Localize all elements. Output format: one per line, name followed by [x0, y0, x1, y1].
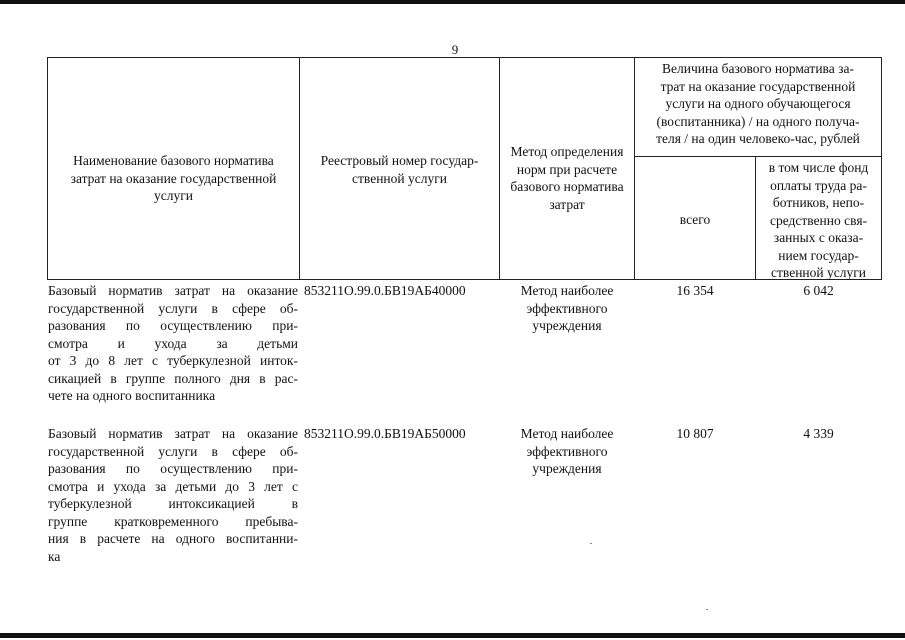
row-name-line: Базовый норматив затрат на оказание — [48, 283, 298, 298]
header-wage-fund: в том числе фонд оплаты труда ра- ботников, непо- средственно свя- занных с оказа- нием государ- ственной услуги — [768, 160, 869, 280]
row-total-value: 10 807 — [676, 426, 714, 441]
header-base-norm-value: Величина базового норматива за- трат на оказание государственной услуги на одного обучающегося (воспитанника) / на одного получа- теля / на один человеко-час, рублей — [656, 61, 860, 146]
row-name-line: сикацией в группе полного дня в рас- — [48, 370, 298, 386]
row-name-line: ка — [48, 548, 61, 564]
table-row — [48, 282, 298, 405]
header-registry-number: Реестровый номер государ- ственной услуги — [320, 153, 479, 186]
scan-speck — [590, 543, 592, 544]
header-method: Метод определения норм при расчете базового норматива затрат — [510, 144, 624, 212]
table-right-border — [881, 57, 882, 280]
scan-speck — [706, 609, 708, 610]
row-method: Метод наиболее эффективного учреждения — [520, 283, 614, 333]
row-name-line: чете на одного воспитанника — [48, 388, 216, 403]
header-subdivider — [634, 156, 882, 157]
table-row — [48, 425, 298, 565]
row-name-line: разования по осуществлению при- — [48, 461, 298, 476]
header-total: всего — [679, 212, 711, 227]
row-registry-number: 853211О.99.0.БВ19АБ50000 — [304, 426, 466, 441]
row-name-line: государственной услуги в сфере об- — [48, 300, 298, 316]
row-name-line: от 3 до 8 лет с туберкулезной инток- — [48, 353, 298, 368]
row-name-line: ния в расчете на одного воспитанни- — [48, 531, 298, 546]
table-top-border — [47, 57, 882, 58]
row-name-line: разования по осуществлению при- — [48, 318, 298, 333]
row-total-value: 16 354 — [676, 283, 714, 298]
row-wage-fund-value: 4 339 — [803, 426, 834, 441]
top-border-rule — [0, 0, 905, 4]
row-name-line: Базовый норматив затрат на оказание — [48, 426, 298, 441]
row-name-line: смотра и ухода за детьми — [48, 335, 298, 351]
row-name-line: государственной услуги в сфере об- — [48, 443, 298, 459]
row-method: Метод наиболее эффективного учреждения — [520, 426, 614, 476]
bottom-border-rule — [0, 633, 905, 638]
row-wage-fund-value: 6 042 — [803, 283, 834, 298]
row-name-line: группе кратковременного пребыва- — [48, 513, 298, 529]
row-registry-number: 853211О.99.0.БВ19АБ40000 — [304, 283, 466, 298]
header-service-name: Наименование базового норматива затрат на оказание государственной услуги — [70, 153, 277, 203]
page-number: 9 — [451, 42, 459, 57]
row-name-line: смотра и ухода за детьми до 3 лет с — [48, 478, 298, 494]
row-name-line: туберкулезной интоксикацией в — [48, 496, 298, 511]
